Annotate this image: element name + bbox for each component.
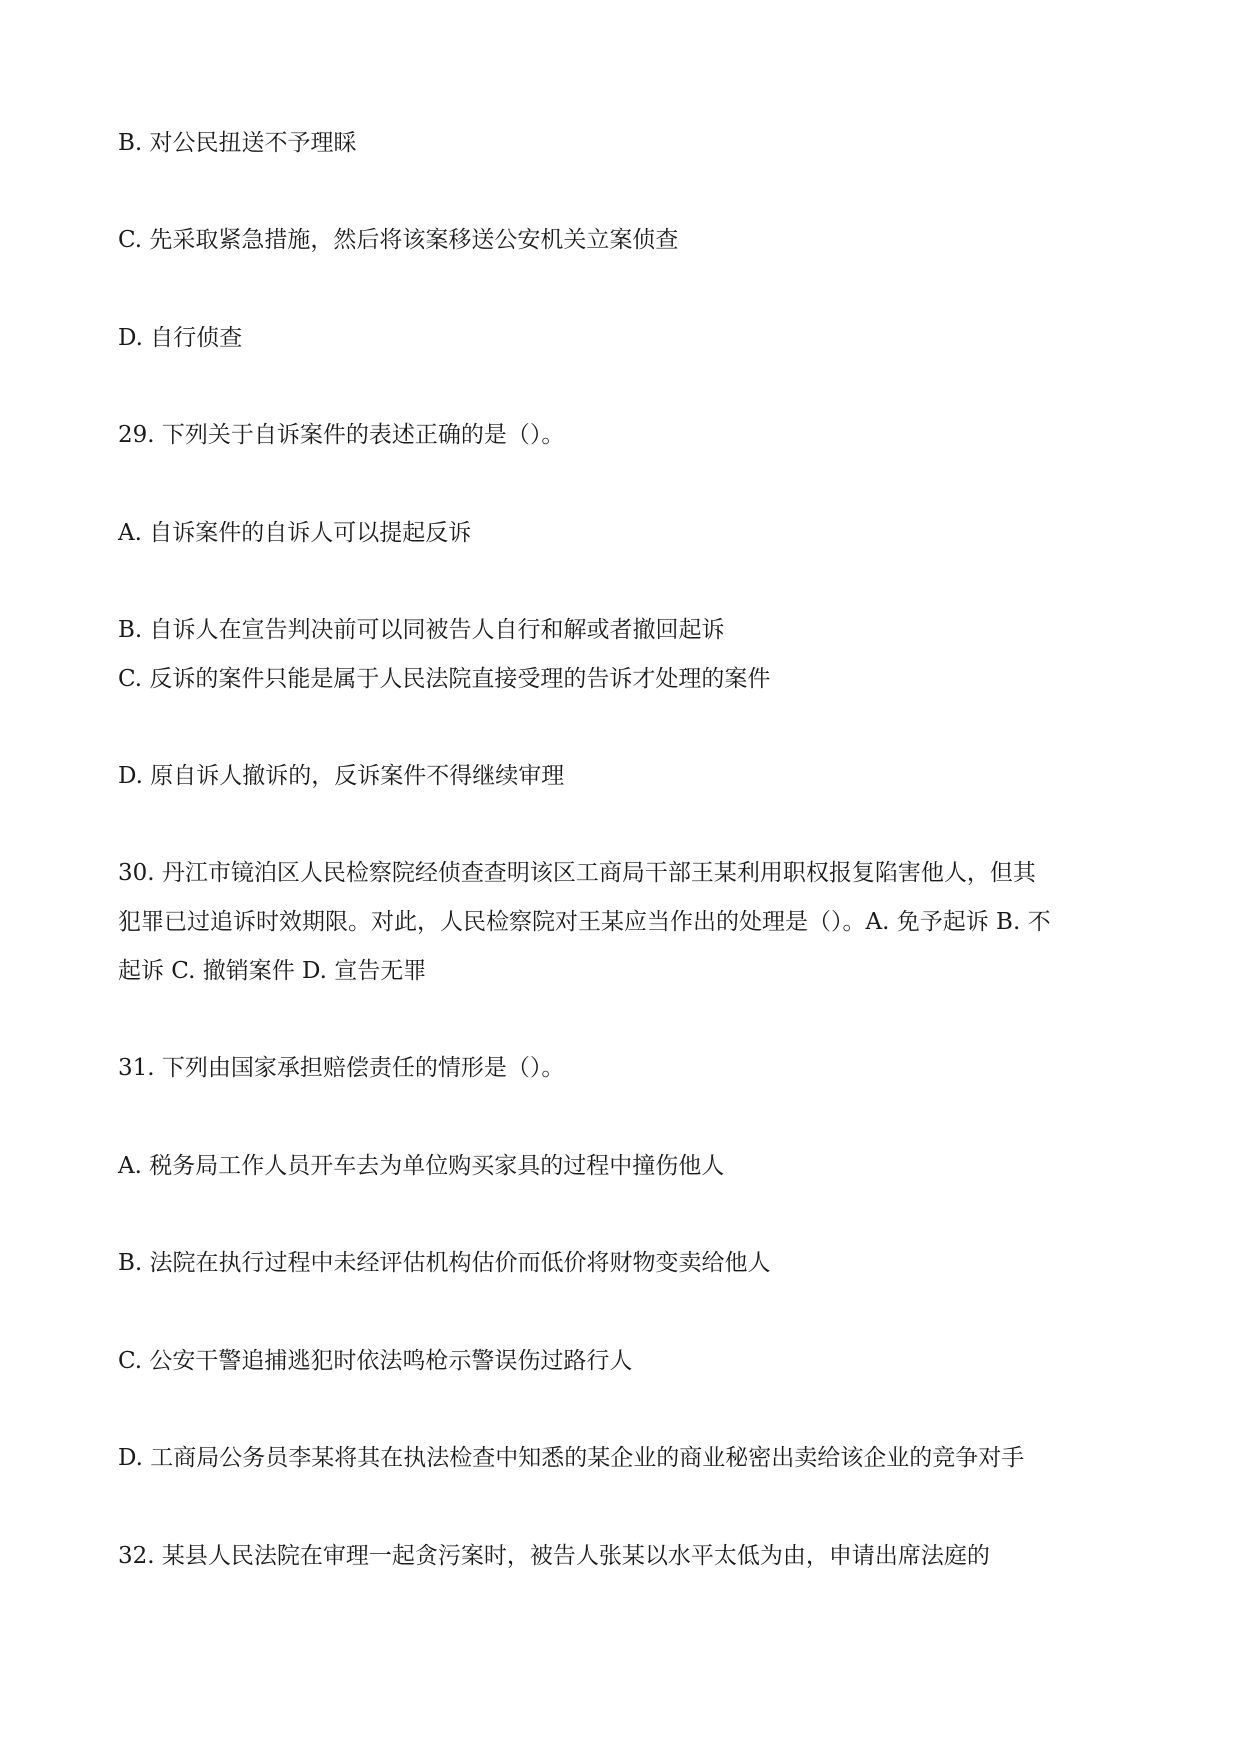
question-30-line-3: 起诉 C. 撤销案件 D. 宣告无罪: [118, 958, 427, 984]
option-31c: C. 公安干警追捕逃犯时依法鸣枪示警误伤过路行人: [118, 1348, 633, 1374]
question-29: 29. 下列关于自诉案件的表述正确的是（）。: [118, 422, 565, 448]
option-29a: A. 自诉案件的自诉人可以提起反诉: [118, 520, 472, 546]
option-28b: B. 对公民扭送不予理睬: [118, 130, 357, 156]
question-30-line-2: 犯罪已过追诉时效期限。对此，人民检察院对王某应当作出的处理是（）。A. 免予起诉 B. 不: [118, 909, 1051, 935]
option-28d: D. 自行侦查: [118, 325, 243, 351]
question-31: 31. 下列由国家承担赔偿责任的情形是（）。: [118, 1055, 565, 1081]
option-31d: D. 工商局公务员李某将其在执法检查中知悉的某企业的商业秘密出卖给该企业的竞争对手: [118, 1445, 1025, 1471]
question-30-line-1: 30. 丹江市镜泊区人民检察院经侦查查明该区工商局干部王某利用职权报复陷害他人，但其: [118, 860, 1036, 886]
question-32: 32. 某县人民法院在审理一起贪污案时，被告人张某以水平太低为由，申请出席法庭的: [118, 1543, 990, 1569]
option-28c: C. 先采取紧急措施，然后将该案移送公安机关立案侦查: [118, 227, 679, 253]
option-29d: D. 原自诉人撤诉的，反诉案件不得继续审理: [118, 763, 565, 789]
option-31b: B. 法院在执行过程中未经评估机构估价而低价将财物变卖给他人: [118, 1250, 771, 1276]
option-29b: B. 自诉人在宣告判决前可以同被告人自行和解或者撤回起诉: [118, 617, 725, 643]
option-29c: C. 反诉的案件只能是属于人民法院直接受理的告诉才处理的案件: [118, 666, 771, 692]
option-31a: A. 税务局工作人员开车去为单位购买家具的过程中撞伤他人: [118, 1153, 725, 1179]
